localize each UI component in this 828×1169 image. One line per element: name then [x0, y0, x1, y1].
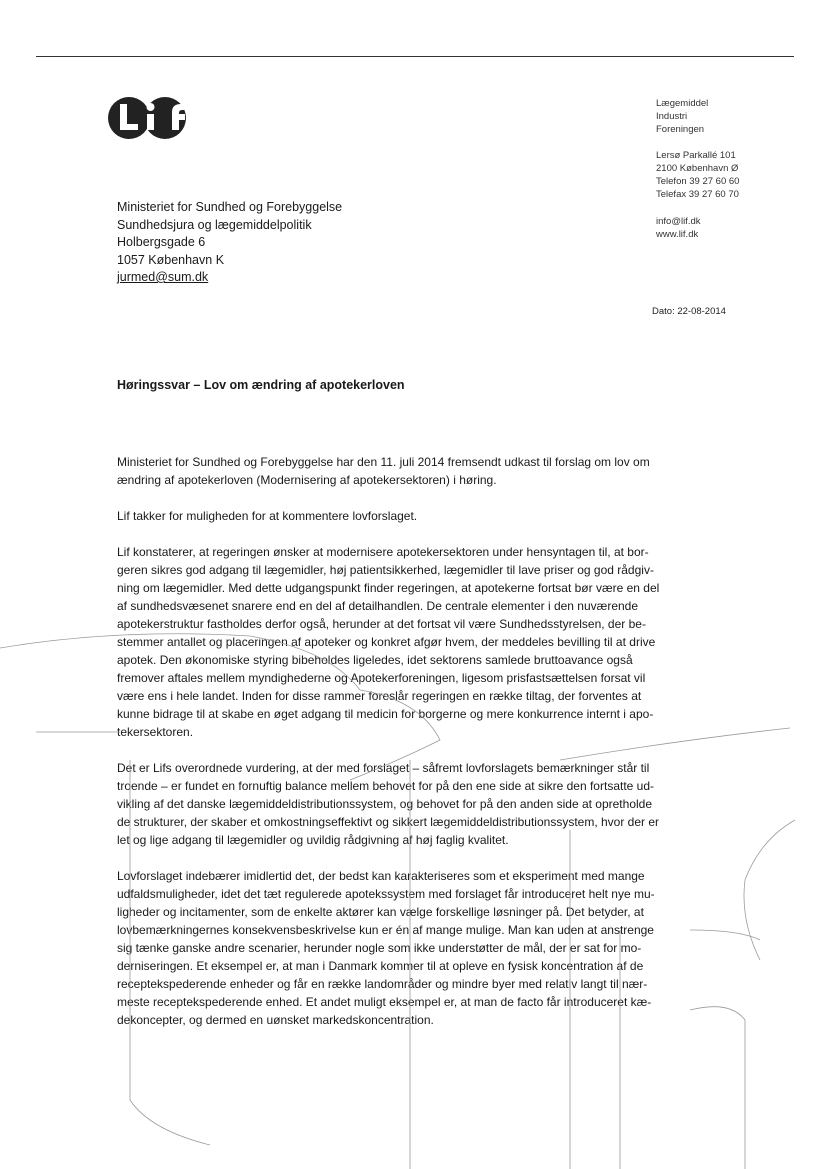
- recipient-address: [117, 199, 342, 287]
- body-line: meste receptekspederende enhed. Et andet muligt eksempel er, at man de facto får introduceret kæ-: [117, 995, 652, 1009]
- recipient-line: 1057 København K: [117, 252, 225, 267]
- letter-date: Dato: 22-08-2014: [652, 306, 726, 317]
- body-line: Det er Lifs overordnede vurdering, at der med forslaget – såfremt lovforslagets bemærkninger står til: [117, 761, 650, 775]
- sender-address-line: 2100 København Ø: [656, 163, 739, 174]
- sender-org-line: Lægemiddel: [656, 98, 709, 109]
- body-line: Ministeriet for Sundhed og Forebyggelse har den 11. juli 2014 fremsendt udkast til forslag om lov om: [117, 455, 650, 469]
- sender-org-line: Foreningen: [656, 124, 705, 135]
- recipient-line: Ministeriet for Sundhed og Forebyggelse: [117, 200, 343, 214]
- body-line: Lif konstaterer, at regeringen ønsker at modernisere apotekersektoren under hensyntagen til, at bor-: [117, 545, 649, 559]
- sender-address-line: Lersø Parkallé 101: [656, 150, 736, 161]
- sender-email: info@lif.dk: [656, 216, 701, 227]
- paragraph-4: [117, 759, 713, 849]
- sender-address: [656, 149, 739, 201]
- paragraph-2: [117, 507, 713, 525]
- sender-address-line: Telefon 39 27 60 60: [656, 176, 740, 187]
- letter-body: [117, 453, 713, 1029]
- lif-logo: [107, 96, 217, 140]
- body-line: ligheder og incitamenter, som de enkelte aktører kan vælge forskellige løsninger på. Det betyder, at: [117, 905, 644, 919]
- body-line: ændring af apotekerloven (Modernisering af apotekersektoren) i høring.: [117, 473, 497, 487]
- body-line: kunne bidrage til at skabe en øget adgang til medicin for borgerne og mere konkurrence internt i apo-: [117, 707, 654, 721]
- sender-org-line: Industri: [656, 111, 688, 122]
- body-line: receptekspederende enheder og får en række landområder og mindre byer med relativ langt til nær-: [117, 977, 648, 991]
- paragraph-1: [117, 453, 713, 489]
- recipient-line: Sundhedsjura og lægemiddelpolitik: [117, 217, 312, 232]
- body-line: tekersektoren.: [117, 725, 194, 739]
- sender-contact: [656, 215, 701, 241]
- body-line: Lif takker for muligheden for at kommentere lovforslaget.: [117, 509, 418, 523]
- body-line: let og lige adgang til lægemidler og uvildig rådgivning af høj faglig kvalitet.: [117, 833, 509, 847]
- recipient-email-link[interactable]: jurmed@sum.dk: [117, 270, 209, 284]
- sender-address-line: Telefax 39 27 60 70: [656, 189, 739, 200]
- paragraph-3: [117, 543, 713, 741]
- body-line: sig tænke ganske andre scenarier, herunder nogle som ikke understøtter de mål, der er sat for mo-: [117, 941, 642, 955]
- body-line: de strukturer, der skaber et omkostningseffektivt og sikkert lægemiddeldistributionssystem, hvor der er: [117, 815, 660, 829]
- top-rule: [36, 56, 794, 57]
- body-line: udfaldsmuligheder, idet det tæt regulerede apotekssystem med forslaget får introduceret helt nye mu-: [117, 887, 655, 901]
- body-line: derniseringen. Et eksempel er, at man i Danmark kommer til at opleve en fysisk koncentration af de: [117, 959, 644, 973]
- body-line: lovbemærkningernes konsekvensbeskrivelse kun er én af mange mulige. Man kan uden at anstrenge: [117, 923, 654, 937]
- body-line: apotekerstruktur fastholdes derfor også, herunder at det fortsat vil være Sundhedsstyrelsen, der be-: [117, 617, 646, 631]
- recipient-line: Holbergsgade 6: [117, 235, 206, 249]
- body-line: troende – er fundet en fornuftig balance mellem behovet for på den ene side at sikre den fortsatte ud-: [117, 779, 655, 793]
- body-line: ning om lægemidler. Med dette udgangspunkt finder regeringen, at apotekerne fortsat bør være en del: [117, 581, 660, 595]
- body-line: være ens i hele landet. Inden for disse rammer foreslår regeringen en række tiltag, der forventes at: [117, 689, 642, 703]
- body-line: fremover aftales mellem myndighederne og Apotekerforeningen, ligesom prisfastsættelsen forsat vil: [117, 671, 646, 685]
- body-line: apotek. Den økonomiske styring bibeholdes ligeledes, idet sektorens samlede bruttoavance også: [117, 653, 633, 667]
- sender-website: www.lif.dk: [656, 229, 699, 240]
- body-line: af sundhedsvæsenet snarere end en del af detailhandlen. De centrale elementer i den nuværende: [117, 599, 639, 613]
- paragraph-5: [117, 867, 713, 1029]
- sender-org: [656, 97, 708, 136]
- body-line: dekoncepter, og dermed en uønsket markedskoncentration.: [117, 1013, 434, 1027]
- body-line: Lovforslaget indebærer imidlertid det, der bedst kan karakteriseres som et eksperiment med mange: [117, 869, 645, 883]
- body-line: geren sikres god adgang til lægemidler, høj patientsikkerhed, lægemidler til lave priser og god rådgiv-: [117, 563, 654, 577]
- body-line: stemmer antallet og placeringen af apoteker og konkret afgør hvem, der meddeles bevilling til at drive: [117, 635, 656, 649]
- letter-subject: Høringssvar – Lov om ændring af apotekerloven: [117, 378, 405, 392]
- body-line: vikling af det danske lægemiddeldistributionssystem, og behovet for på den anden side at opretholde: [117, 797, 653, 811]
